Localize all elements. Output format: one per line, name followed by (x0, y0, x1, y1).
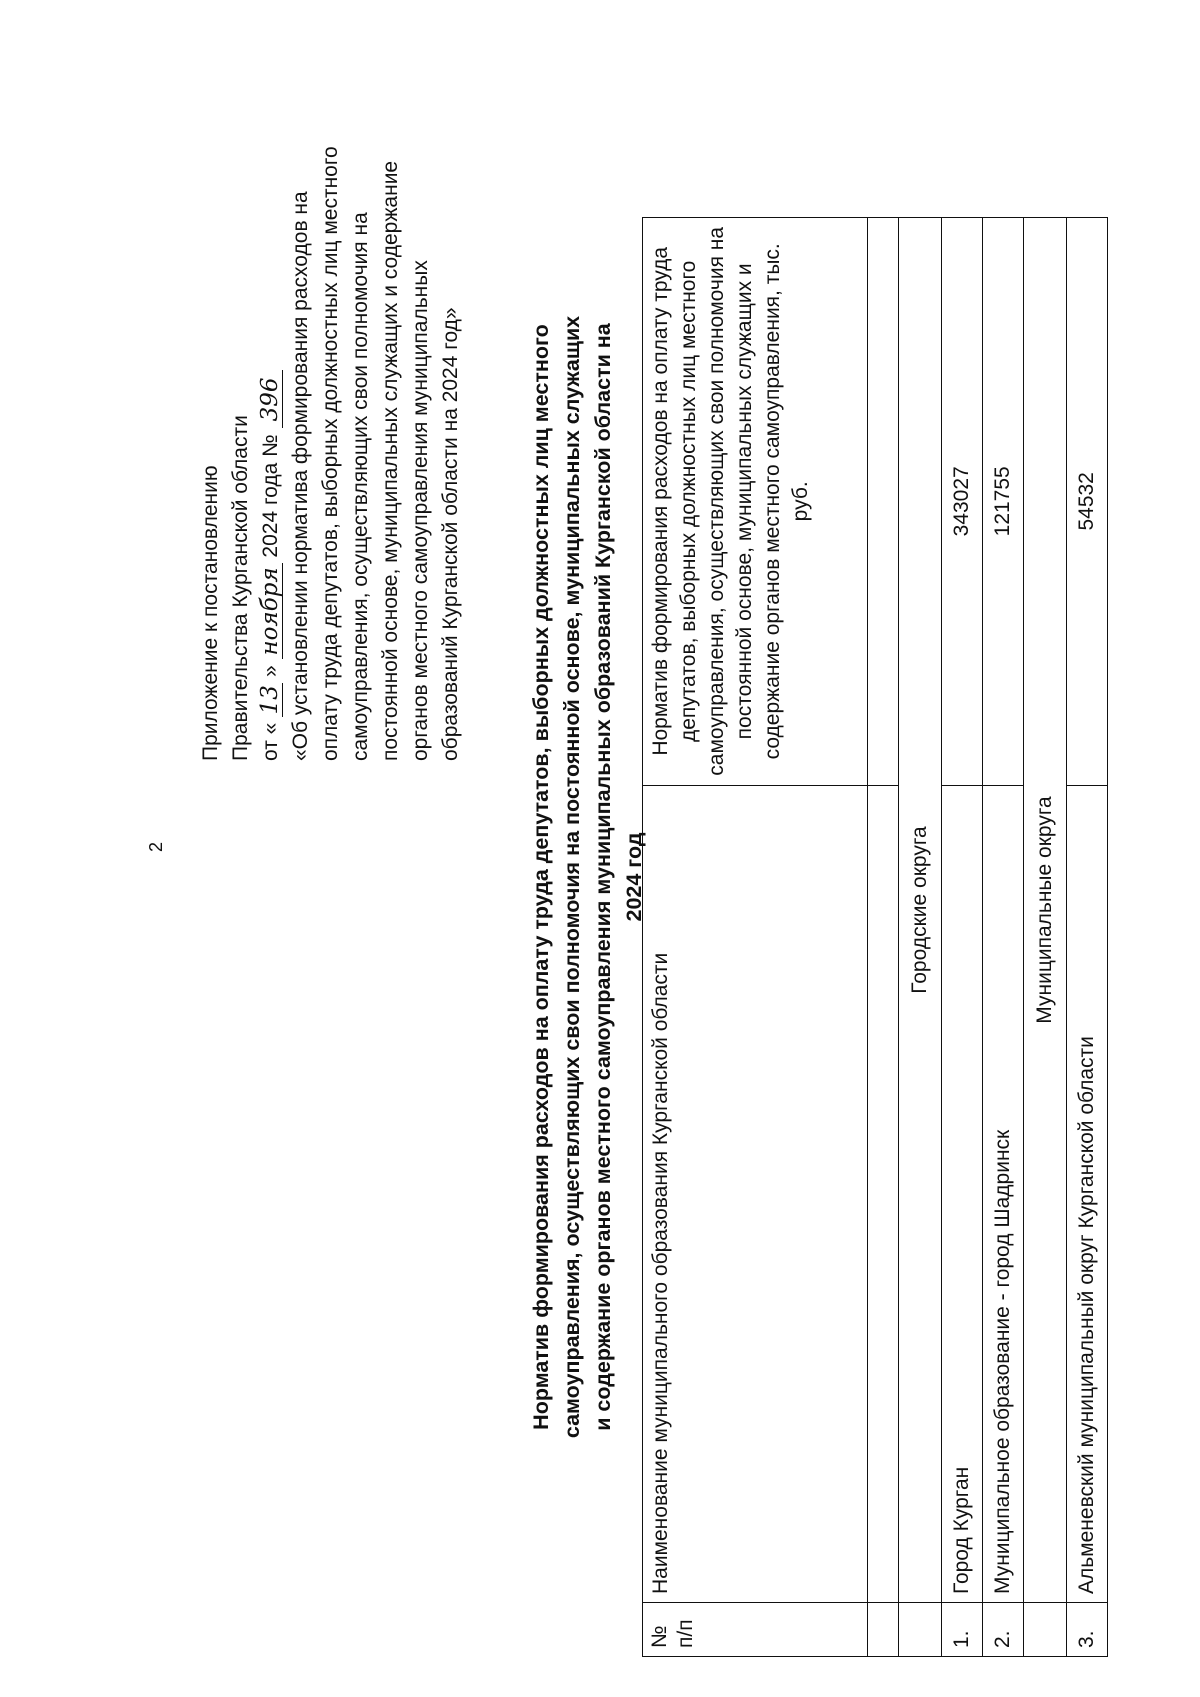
row-num: 1. (942, 1603, 983, 1657)
norm-table (642, 217, 1108, 1657)
handwritten-month: ноября (258, 563, 283, 659)
row-value: 343027 (942, 218, 983, 786)
handwritten-doc-number: 396 (258, 370, 283, 428)
row-value: 121755 (983, 218, 1024, 786)
appendix-line-1: Приложение к постановлению (199, 465, 222, 761)
header-name: Наименование муниципального образования Курганской области (643, 785, 868, 1602)
appendix-subject: «Об установлении норматива формирования расходов на оплату труда депутатов, выборных должностных лиц местного самоуправления, осуществляющих свои полномочия на постоянной основе, муниципальных служащих и содержание органов местного самоуправления муниципальных образований Курганской области на 2024 год» (289, 146, 462, 761)
appendix-line-2: Правительства Курганской области (229, 415, 252, 761)
section-title: Муниципальные округа (1024, 218, 1067, 1603)
table-row (1067, 218, 1108, 1657)
page-number: 2 (146, 841, 166, 852)
header-norm: Норматив формирования расходов на оплату труда депутатов, выборных должностных лиц местного самоуправления, осуществляющих свои полномочия на постоянной основе, муниципальных служащих и содержание органов местного самоуправления, тыс. руб. (643, 218, 868, 786)
table-row (942, 218, 983, 1657)
row-num: 2. (983, 1603, 1024, 1657)
row-num: 3. (1067, 1603, 1108, 1657)
date-prefix: от « (259, 722, 282, 761)
appendix-block (196, 141, 466, 761)
date-mid: » (259, 665, 282, 677)
handwritten-day: 13 (258, 683, 283, 717)
row-value: 54532 (1067, 218, 1108, 786)
header-num: № п/п (643, 1603, 868, 1657)
table-row (983, 218, 1024, 1657)
table-header-row (643, 218, 868, 1657)
row-name: Город Курган (942, 785, 983, 1602)
row-name: Муниципальное образование - город Шадринск (983, 785, 1024, 1602)
document-title: Норматив формирования расходов на оплату труда депутатов, выборных должностных лиц местного самоуправления, осуществляющих свои полномочия на постоянной основе, муниципальных служащих и содержание органов местного самоуправления муниципальных образований Курганской области на 2024 год (529, 315, 646, 1439)
appendix-date-line (256, 141, 286, 761)
section-row (1024, 218, 1067, 1657)
row-name: Альменевский муниципальный округ Курганской области (1067, 785, 1108, 1602)
date-year: 2024 года № (259, 434, 282, 558)
section-title: Городские округа (899, 218, 942, 1603)
section-row (899, 218, 942, 1657)
table-spacer-row (868, 218, 899, 1657)
